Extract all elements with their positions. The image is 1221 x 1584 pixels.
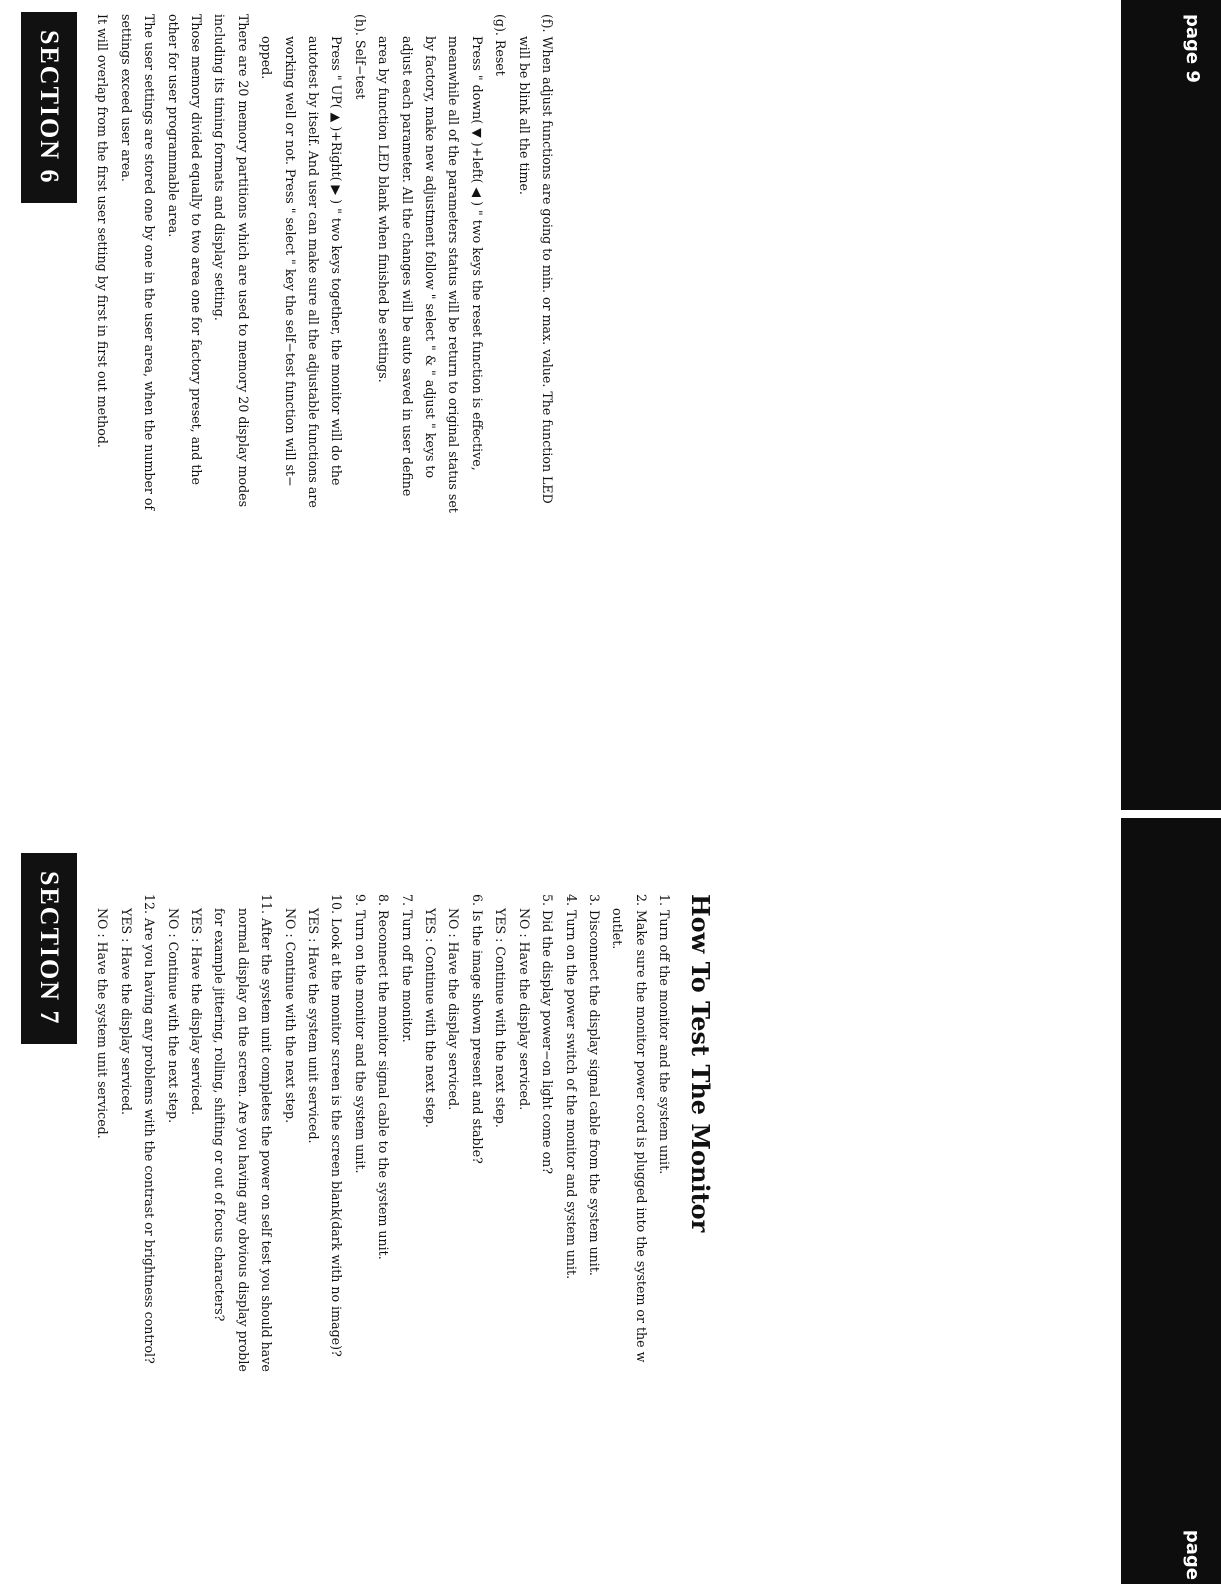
page-header-bar-left — [1121, 0, 1221, 810]
section6-line: It will overlap from the first user setting by first in first out method. — [95, 14, 111, 448]
section7-line: NO : Continue with the next step. — [165, 908, 181, 1124]
section6-line: Press " down( ▼ )+left( ◀ ) " two keys the reset function is effective, — [469, 36, 485, 471]
section7-line: 1. Turn off the monitor and the system unit. — [657, 894, 673, 1175]
section7-line: YES : Have the display serviced. — [118, 908, 134, 1115]
section7-line: outlet. — [610, 908, 626, 950]
section6-line: Press " UP( ▲ )+Right( ▶ ) " two keys together, the monitor will do the — [329, 36, 345, 486]
section7-line: YES : Continue with the next step. — [493, 908, 509, 1128]
section6-line: There are 20 memory partitions which are used to memory 20 display modes — [235, 14, 251, 508]
page-header-bar-right — [1121, 818, 1221, 1584]
section7-line: YES : Continue with the next step. — [423, 908, 439, 1128]
page-number-left: page 9 — [1182, 14, 1203, 83]
section7-line: 3. Disconnect the display signal cable from the system unit. — [586, 894, 602, 1276]
section7-line: normal display on the screen. Are you having any obvious display proble — [235, 908, 251, 1372]
section6-line: Those memory divided equally to two area one for factory preset, and the — [189, 14, 205, 485]
section6-line: The user settings are stored one by one in the user area, when the number of — [142, 14, 158, 511]
section6-line: will be blink all the time. — [516, 36, 532, 195]
section7-line: NO : Have the system unit serviced. — [95, 908, 111, 1139]
section7-line: 9. Turn on the monitor and the system unit. — [352, 894, 368, 1174]
section-7-heading: How To Test The Monitor — [686, 894, 716, 1233]
section7-line: 5. Did the display power−on light come on? — [540, 894, 556, 1175]
section6-line: autotest by itself. And user can make sure all the adjustable functions are — [306, 36, 322, 508]
section7-line: 8. Reconnect the monitor signal cable to the system unit. — [376, 894, 392, 1260]
section7-line: YES : Have the display serviced. — [189, 908, 205, 1115]
section7-line: 11. After the system unit completes the power on self test you should have — [259, 894, 275, 1372]
section6-line: settings exceed user area. — [118, 14, 134, 182]
section6-line: by factory, make new adjustment follow " select " & " adjust " keys to — [423, 36, 439, 479]
section6-line: (h). Self−test — [352, 14, 368, 100]
section7-line: YES : Have the system unit serviced. — [306, 908, 322, 1144]
page-number-right: page — [1182, 1529, 1203, 1580]
section7-line: 10. Look at the monitor screen is the screen blank(dark with no image)? — [329, 894, 345, 1357]
section6-line: opped. — [259, 36, 275, 80]
section7-line: NO : Have the display serviced. — [446, 908, 462, 1111]
section-7-text — [91, 894, 718, 1372]
section-6-tag: SECTION 6 — [21, 12, 77, 203]
section-7-tag: SECTION 7 — [21, 853, 77, 1044]
section6-line: other for user programmable area. — [165, 14, 181, 238]
section7-line: 12. Are you having any problems with the contrast or brightness control? — [142, 894, 158, 1364]
section6-line: including its timing formats and display setting. — [212, 14, 228, 321]
section7-line: 6. Is the image shown present and stable? — [469, 894, 485, 1164]
section6-line: (g). Reset — [493, 14, 509, 76]
section7-line: 2. Make sure the monitor power cord is plugged into the system or the w — [633, 894, 649, 1363]
section-6-text — [91, 14, 559, 513]
section7-line: 4. Turn on the power switch of the monitor and system unit. — [563, 894, 579, 1280]
section7-line: for example jittering, rolling, shifting or out of focus characters? — [212, 908, 228, 1322]
section6-line: adjust each parameter. All the changes will be auto saved in user define — [399, 36, 415, 497]
section7-line: 7. Turn off the monitor. — [399, 894, 415, 1043]
section7-line: NO : Have the display serviced. — [516, 908, 532, 1111]
section6-line: meanwhile all of the parameters status will be return to original status set — [446, 36, 462, 513]
section6-line: working well or not. Press " select " key the self−test function will st− — [282, 36, 298, 487]
section7-line: NO : Continue with the next step. — [282, 908, 298, 1124]
section6-line: (f). When adjust functions are going to min. or max. value. The function LED — [540, 14, 556, 504]
section6-line: area by function LED blank when finished be settings. — [376, 36, 392, 383]
